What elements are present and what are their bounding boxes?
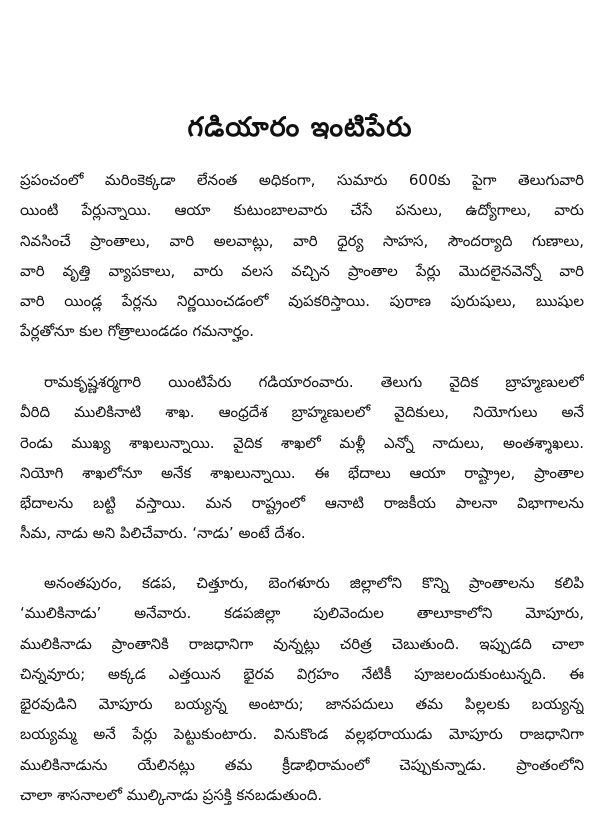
paragraph-line: యింటి పేర్లున్నాయి. ఆయా కుటుంబాలవారు చేసే పనులు, ఉద్యోగాలు, వారు: [20, 201, 584, 220]
paragraph-line: ప్రపంచంలో మరింకెక్కడా లేనంత అధికంగా, సుమారు 600కు పైగా తెలుగువారి: [20, 171, 584, 189]
paragraph-line: వారి యిండ్ల పేర్లను నిర్ణయించడంలో వుపకరిస్తాయి. పురాణ పురుషులు, ఋషుల: [20, 292, 584, 311]
paragraph-line: సీమ, నాడు అని పిలిచేవారు. ‘నాడు’ అంటే దేశం.: [20, 524, 306, 543]
paragraph-line: రామకృష్ణశర్మగారి యింటిపేరు గడియారంవారు. తెలుగు వైదిక బ్రాహ్మణులలో: [44, 373, 584, 391]
paragraph-line: ‘ములికినాడు’ అనేవారు. కడపజిల్లా పులివెందుల తాలూకాలోని మోపూరు,: [20, 604, 584, 623]
paragraph-line: భేదాలను బట్టి వస్తాయి. మన రాష్ట్రంలో ఆనాటి రాజకీయ పాలనా విభాగాలను: [20, 494, 584, 513]
paragraph-line: భైరవుడిని మోపూరు బయ్యన్న అంటారు; జానపదులు తమ పిల్లలకు బయ్యన్న: [20, 695, 584, 714]
paragraph-line: రెండు ముఖ్య శాఖలున్నాయి. వైదిక శాఖలో మళ్లీ ఎన్నో నాదులు, అంతశ్శాఖలు.: [20, 433, 584, 452]
page-title: గడియారం ఇంటిపేరు: [187, 112, 413, 144]
paragraph-line: ములికినాడును యేలినట్లు తమ క్రీడాభిరామంలో చెప్పుకున్నాడు. ప్రాంతంలోని: [20, 755, 584, 774]
paragraph-line: వారి వృత్తి వ్యాపకాలు, వారు వలస వచ్చిన ప్రాంతాల పేర్లు మొదలైనవెన్నో వారి: [20, 261, 584, 280]
paragraph-line: చిన్నవూరు; అక్కడ ఎత్తయిన భైరవ విగ్రహం నేటికీ పూజలందుకుంటున్నది. ఈ: [20, 664, 584, 683]
paragraph-3: [20, 568, 584, 810]
paragraph-line: పేర్లతోనూ కుల గోత్రాలుండడం గమనార్హం.: [20, 322, 254, 341]
paragraph-line: అనంతపురం, కడప, చిత్తూరు, బెంగళూరు జిల్లాలోని కొన్ని ప్రాంతాలను కలిపి: [44, 574, 584, 592]
paragraph-line: వీరిది ములికినాటి శాఖ. ఆంధ్రదేశ బ్రాహ్మణులలో వైదికులు, నియోగులు అనే: [20, 403, 584, 422]
paragraph-line: నియోగి శాఖలోనూ అనేక శాఖలున్నాయి. ఈ భేదాలు ఆయా రాష్ట్రాల, ప్రాంతాల: [20, 463, 584, 482]
paragraph-line: నివసించే ప్రాంతాలు, వారి అలవాట్లు, వారి ధైర్య సాహస, సౌందర్యాది గుణాలు,: [20, 231, 584, 250]
paragraph-line: ములికినాడు ప్రాంతానికి రాజధానిగా వున్నట్లు చరిత్ర చెబుతుంది. ఇప్పుడది చాలా: [20, 634, 584, 653]
paragraph-2: [20, 367, 584, 549]
paragraph-line: బయ్యమ్మ అనే పేర్లు పెట్టుకుంటారు. వినుకొండ వల్లభరాయుడు మోపూరు రాజధానిగా: [20, 725, 584, 744]
paragraph-1: [20, 165, 584, 347]
paragraph-line: చాలా శాసనాలలో ముల్కినాడు ప్రసక్తి కనబడుతుంది.: [20, 786, 323, 805]
